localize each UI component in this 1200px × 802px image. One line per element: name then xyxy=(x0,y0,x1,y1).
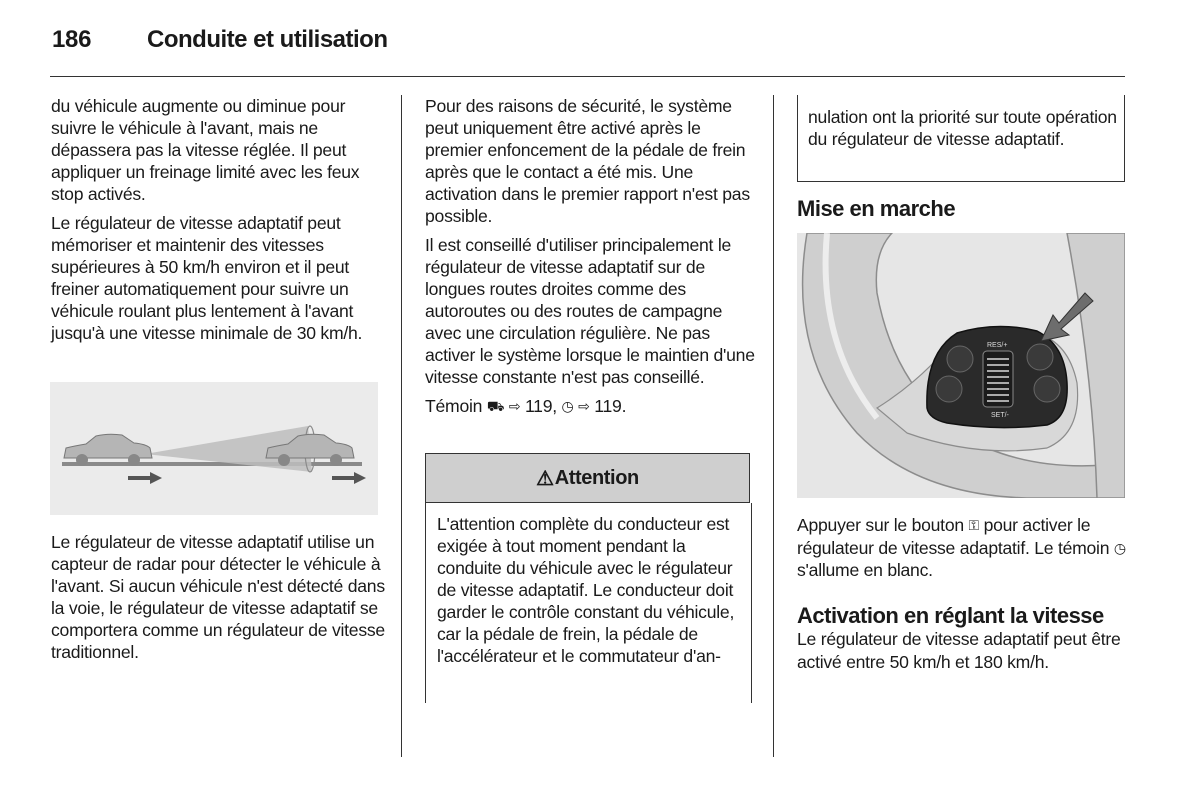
temoin-ref-2: 119. xyxy=(594,396,627,416)
column-divider-2 xyxy=(773,95,774,757)
warning-title: Attention xyxy=(554,466,639,489)
temoin-reference xyxy=(425,395,755,417)
col3-p1-part-a: Appuyer sur le bouton xyxy=(797,515,964,535)
column-2 xyxy=(425,95,755,424)
header-rule xyxy=(50,76,1125,77)
cruise-lamp-icon: ◷ xyxy=(561,398,574,414)
page-title: Conduite et utilisation xyxy=(147,26,388,53)
column-1 xyxy=(51,95,386,351)
heading-activation: Activation en réglant la vitesse xyxy=(797,603,1104,628)
warning-text: L'attention complète du conducteur est exigée à tout moment pendant la conduite du véhicule avec le régulateur de vitesse adaptatif. Le conducteur doit garder le contrôle constant du véhicule, car la pédale de frein, la pédale de l'accélérateur et le commutateur d'an- xyxy=(437,514,735,666)
page-ref-arrow-icon: ⇨ xyxy=(508,398,521,414)
col1-paragraph-2: Le régulateur de vitesse adaptatif peut mémoriser et maintenir des vitesses supérieures à 50 km/h environ et il peut freiner automatiquement pour suivre un véhicule roulant plus lentement à l'avant jusqu'à une vitesse minimale de 30 km/h. xyxy=(51,213,363,343)
temoin-label: Témoin xyxy=(425,396,483,416)
col2-paragraph-2: Il est conseillé d'utiliser principalement le régulateur de vitesse adaptatif sur de longues routes droites comme des autoroutes ou des routes de campagne avec une circulation régulière. Ne pas activer le système lorsque le maintien d'une vitesse constante n'est pas conseillé. xyxy=(425,235,755,387)
warning-continuation-text: nulation ont la priorité sur toute opération du régulateur de vitesse adaptatif. xyxy=(808,107,1117,149)
steering-wheel-illustration xyxy=(797,233,1125,498)
column-divider-1 xyxy=(401,95,402,757)
radar-illustration xyxy=(50,382,378,515)
col2-paragraph-1: Pour des raisons de sécurité, le système peut uniquement être activé après le premier enfoncement de la pédale de frein après que le contact a été mis. Une activation dans le premier rapport n'est pas possible. xyxy=(425,96,750,226)
cruise-lamp-icon: ◷ xyxy=(1113,539,1126,556)
radar-diagram xyxy=(50,382,378,515)
acc-button-icon: ⚿ xyxy=(968,517,979,533)
wheel-label-set: SET/- xyxy=(991,412,1009,419)
wheel-label-res: RES/+ xyxy=(987,342,1008,349)
rear-car-icon xyxy=(64,434,152,466)
steering-wheel-diagram xyxy=(797,233,1125,498)
col1-paragraph-3: Le régulateur de vitesse adaptatif utilise un capteur de radar pour détecter le véhicule à l'avant. Si aucun véhicule n'est détecté dans la voie, le régulateur de vitesse adaptatif se comportera comme un régulateur de vitesse traditionnel. xyxy=(51,532,385,662)
col1-paragraph-1: du véhicule augmente ou diminue pour suivre le véhicule à l'avant, mais ne dépassera pas la vitesse réglée. Il peut appliquer un freinage limité avec les feux stop activés. xyxy=(51,96,360,204)
direction-arrow-icon xyxy=(332,472,366,484)
col3-paragraph-2: Le régulateur de vitesse adaptatif peut être activé entre 50 km/h et 180 km/h. xyxy=(797,629,1121,672)
temoin-ref-1: 119, xyxy=(524,396,557,416)
col3-paragraph-1 xyxy=(797,514,1129,582)
page-number: 186 xyxy=(52,26,92,53)
warning-box xyxy=(425,453,750,703)
col3-p1-part-b: pour activer le régulateur de vitesse adaptatif. Le témoin xyxy=(797,515,1110,558)
heading-mise-en-marche: Mise en marche xyxy=(797,196,956,221)
direction-arrow-icon xyxy=(128,472,162,484)
warning-triangle-icon: ⚠ xyxy=(536,467,554,490)
col3-p1-part-c: s'allume en blanc. xyxy=(797,560,933,580)
car-lamp-icon: ⛟ xyxy=(486,398,505,414)
warning-header xyxy=(425,453,750,503)
page-ref-arrow-icon: ⇨ xyxy=(578,398,590,414)
